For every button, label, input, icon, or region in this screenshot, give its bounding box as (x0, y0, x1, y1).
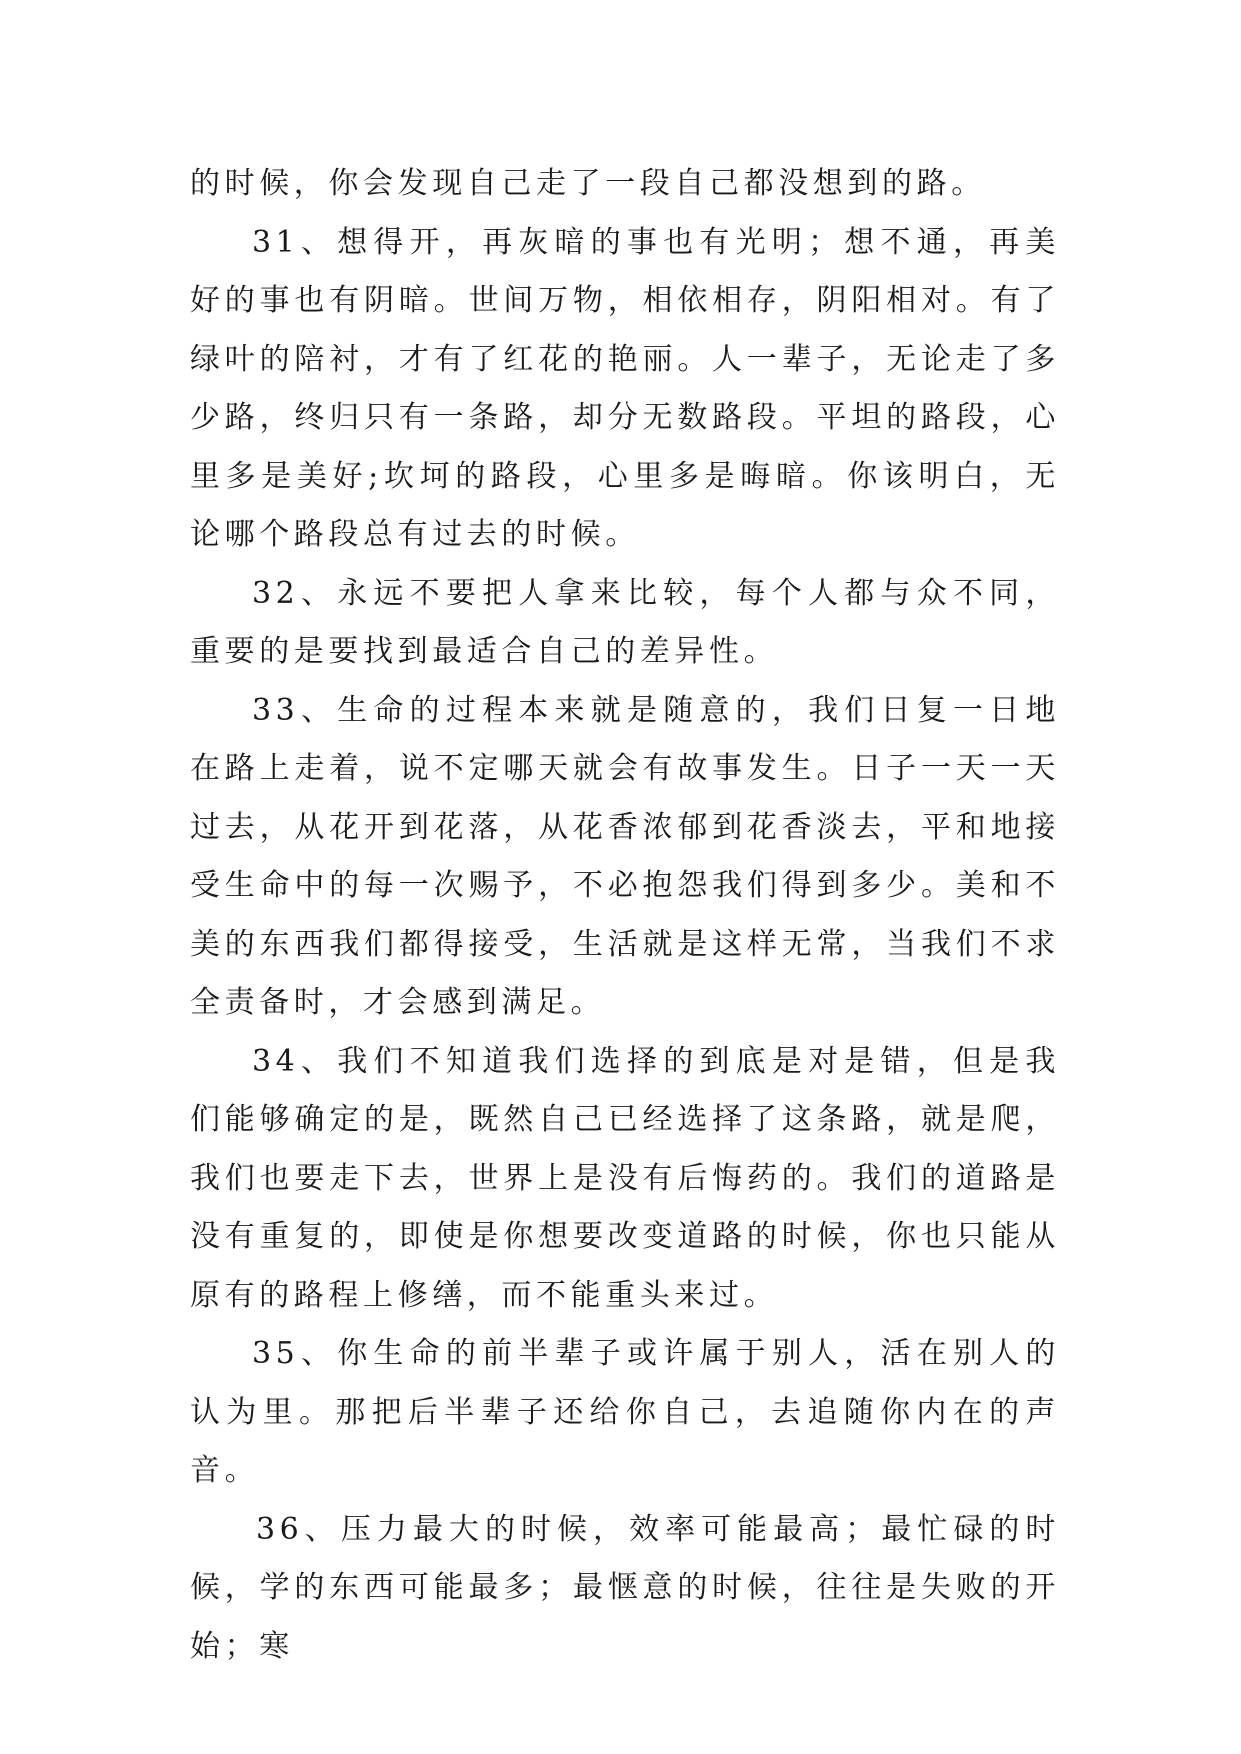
paragraph-36: 36、压力最大的时候，效率可能最高；最忙碌的时候，学的东西可能最多；最惬意的时候，往往是失败的开始；寒 (190, 1511, 1060, 1664)
document-page (190, 155, 1060, 1676)
paragraph-35: 35、你生命的前半辈子或许属于别人，活在别人的认为里。那把后半辈子还给你自己，去追随你内在的声音。 (190, 1336, 1060, 1488)
paragraph-continued: 的时候，你会发现自己走了一段自己都没想到的路。 (190, 166, 986, 201)
paragraph-33: 33、生命的过程本来就是随意的，我们日复一日地在路上走着，说不定哪天就会有故事发生。日子一天一天过去，从花开到花落，从花香浓郁到花香淡去，平和地接受生命中的每一次赐予，不必抱怨我们得到多少。美和不美的东西我们都得接受，生活就是这样无常，当我们不求全责备时，才会感到满足。 (190, 692, 1060, 1020)
paragraph-31: 31、想得开，再灰暗的事也有光明；想不通，再美好的事也有阴暗。世间万物，相依相存，阴阳相对。有了绿叶的陪衬，才有了红花的艳丽。人一辈子，无论走了多少路，终归只有一条路，却分无数路段。平坦的路段，心里多是美好;坎坷的路段，心里多是晦暗。你该明白，无论哪个路段总有过去的时候。 (190, 224, 1060, 552)
paragraph-34: 34、我们不知道我们选择的到底是对是错，但是我们能够确定的是，既然自己已经选择了这条路，就是爬，我们也要走下去，世界上是没有后悔药的。我们的道路是没有重复的，即使是你想要改变道路的时候，你也只能从原有的路程上修缮，而不能重头来过。 (190, 1043, 1060, 1313)
paragraph-32: 32、永远不要把人拿来比较，每个人都与众不同，重要的是要找到最适合自己的差异性。 (190, 575, 1060, 669)
